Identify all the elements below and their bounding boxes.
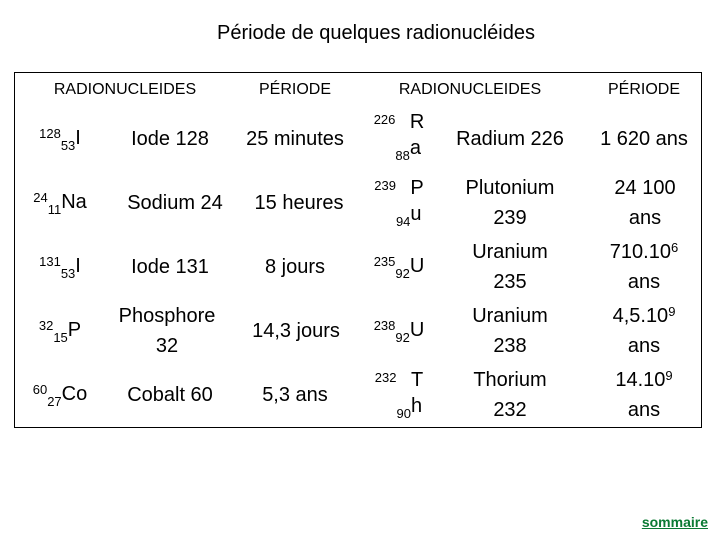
nuclide-period: 8 jours <box>264 256 326 278</box>
header-radionucleides-left: RADIONUCLEIDES <box>53 81 197 98</box>
nuclide-period: 24 100 ans <box>614 177 676 229</box>
nuclide-period: 15 heures <box>254 192 344 214</box>
page-title: Période de quelques radionucléides <box>216 22 535 44</box>
nuclide-name: Cobalt 60 <box>127 384 213 406</box>
nuclide-name: Uranium 238 <box>472 305 548 357</box>
nuclide-symbol: $^{235}_{92}$U <box>373 254 425 281</box>
radionuclide-table <box>14 72 702 428</box>
nuclide-period: 25 minutes <box>246 128 344 150</box>
nuclide-name: Iode 128 <box>131 128 209 150</box>
sommaire-link[interactable]: sommaire <box>641 514 708 530</box>
header-periode-left: PÉRIODE <box>258 81 331 98</box>
nuclide-name: Iode 131 <box>131 256 209 278</box>
nuclide-symbol: $^{128}_{53}$I <box>39 126 81 153</box>
nuclide-symbol: $^{32}_{15}$P <box>38 318 82 345</box>
nuclide-period: 4,5.10$^9$ ans <box>612 304 676 357</box>
header-radionucleides-right: RADIONUCLEIDES <box>398 81 542 98</box>
nuclide-name: Phosphore 32 <box>118 305 216 357</box>
nuclide-period: 710.10$^6$ ans <box>609 240 679 293</box>
nuclide-symbol: $^{24}_{11}$Na <box>33 190 87 217</box>
nuclide-period: 1 620 ans <box>600 128 688 150</box>
nuclide-symbol: $^{239}_{94}$P u <box>374 177 424 229</box>
nuclide-symbol: $^{238}_{92}$U <box>373 318 425 345</box>
nuclide-symbol: $^{226}_{88}$R a <box>373 111 425 163</box>
header-periode-right: PÉRIODE <box>607 81 680 98</box>
nuclide-symbol: $^{60}_{27}$Co <box>32 382 88 409</box>
nuclide-period: 5,3 ans <box>262 384 328 406</box>
nuclide-name: Plutonium 239 <box>465 177 555 229</box>
nuclide-name: Radium 226 <box>456 128 564 150</box>
nuclide-period: 14,3 jours <box>252 320 340 342</box>
nuclide-name: Thorium 232 <box>473 369 547 421</box>
nuclide-symbol: $^{131}_{53}$I <box>39 254 81 281</box>
nuclide-symbol: $^{232}_{90}$T h <box>374 369 424 421</box>
nuclide-name: Uranium 235 <box>472 241 548 293</box>
nuclide-name: Sodium 24 <box>127 192 223 214</box>
nuclide-period: 14.10$^9$ ans <box>615 368 673 421</box>
